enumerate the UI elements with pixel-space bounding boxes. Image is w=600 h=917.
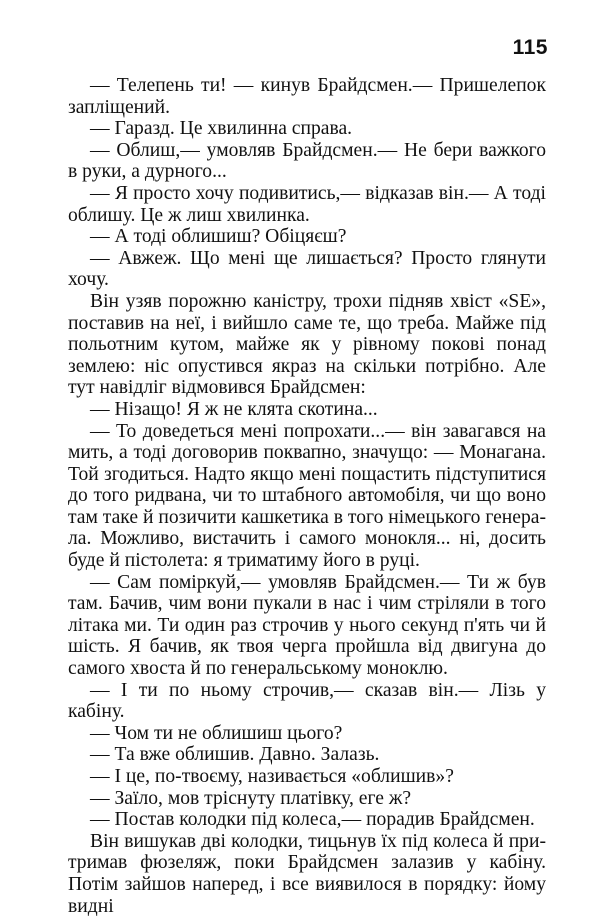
- paragraph: — Заїло, мов тріснуту платівку, еге ж?: [90, 787, 412, 809]
- paragraph: — І це, по-твоєму, називається «облишив»?: [90, 766, 454, 787]
- paragraph: Він узяв порожню каністру, трохи підняв хвіст «SE», поставив на неї, і вийшло саме те, що треба. Майже під польотним кутом, майже як у рівному покові понад землею: ніс опустився якраз на скільки потрібно. Але тут навідліг відмовився Брайдсмен:: [68, 290, 546, 399]
- paragraph: — Та вже облишив. Давно. Залазь.: [90, 744, 380, 766]
- page-number: 115: [512, 36, 548, 59]
- paragraph: — Сам поміркуй,— умовляв Брайдсмен.— Ти ж був там. Бачив, чим вони пукали в нас і чим стріляли в того літака ми. Ти один раз строчив у нього секунд п'ять чи й шість. Я бачив, як твоя черга пройшла від двигуна до самого хвоста й по генеральському моноклю.: [68, 571, 546, 680]
- paragraph: — Чом ти не облишиш цього?: [90, 722, 343, 744]
- paragraph: — І ти по ньому строчив,— сказав він.— Лізь у кабіну.: [68, 679, 546, 723]
- paragraph: — Гаразд. Це хвилинна справа.: [90, 118, 353, 140]
- paragraph: — А тоді облишиш? Обіцяєш?: [90, 226, 347, 248]
- paragraph: — Постав колодки під колеса,— порадив Брайдсмен.: [90, 809, 535, 831]
- paragraph: — То доведеться мені попрохати...— він завагався на мить, а тоді договорив поквапно, значущо: — Монагана. Той згодиться. Надто якщо мені пощастить підступитися до того ридвана, чи то штабного автомобіля, чи що воно там таке й позичити кашкетика в того німецького генерала. Можливо, вистачить і самого монокля... ні, досить буде й пістолета: я триматиму його в руці.: [68, 420, 546, 572]
- paragraph: — Телепень ти! — кинув Брайдсмен.— Пришелепок запліщений.: [68, 75, 546, 118]
- paragraph: — Авжеж. Що мені ще лишається? Просто глянути хочу.: [68, 247, 546, 291]
- body-text: [68, 75, 546, 917]
- paragraph: — Нізащо! Я ж не клята скотина...: [90, 398, 378, 420]
- paragraph: — Я просто хочу подивитись,— відказав він.— А тоді облишу. Це ж лиш хвилинка.: [68, 182, 546, 226]
- paragraph: — Облиш,— умовляв Брайдсмен.— Не бери важкого в руки, а дурного...: [68, 139, 546, 183]
- paragraph: Він вишукав дві колодки, тицьнув їх під колеса й притримав фюзеляж, поки Брайдсмен залазив у кабіну. Потім зайшов наперед, і все виявилося в порядку: йому видні: [68, 830, 546, 917]
